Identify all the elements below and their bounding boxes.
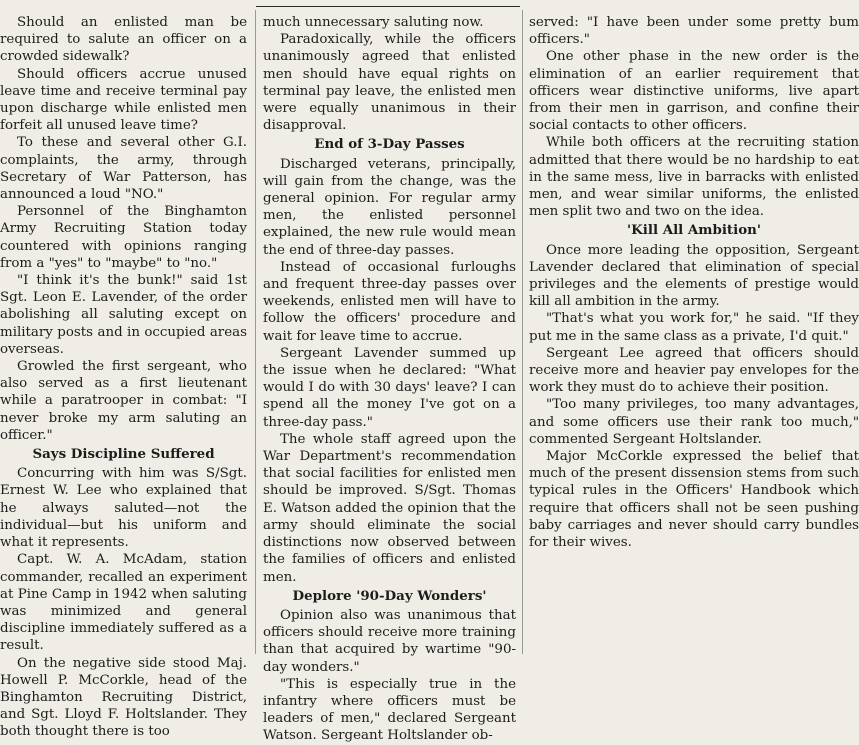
paragraph: Major McCorkle expressed the belief that much of the present dissension stems from such typical rules in the Officers' Handbook which require that officers shall not be seen pushing baby carriages and never should carry bundles for their wives. bbox=[529, 449, 859, 551]
paragraph: Discharged veterans, principally, will gain from the change, was the general opinion. For regular army men, the enlisted personnel explained, the new rule would mean the end of three-day passes. bbox=[263, 156, 516, 258]
paragraph: Concurring with him was S/Sgt. Ernest W. Lee who explained that he always saluted—not the individual—but his uniform and what it represents. bbox=[0, 466, 247, 551]
paragraph: Sergeant Lee agreed that officers should receive more and heavier pay envelopes for the work they must do to achieve their position. bbox=[529, 345, 859, 396]
paragraph: One other phase in the new order is the elimination of an earlier requirement that officers wear distinctive uniforms, live apart from their men in garrison, and confine their social contacts to other officers. bbox=[529, 49, 859, 134]
paragraph: Should officers accrue unused leave time and receive terminal pay upon discharge while enlisted men forfeit all unused leave time? bbox=[0, 66, 247, 134]
subheading: Says Discipline Suffered bbox=[32, 446, 215, 463]
column-divider bbox=[522, 10, 523, 654]
paragraph: much unnecessary saluting now. bbox=[263, 15, 484, 30]
paragraph: On the negative side stood Maj. Howell P. McCorkle, head of the Binghamton Recruiting District, and Sgt. Lloyd F. Holtslander. They both thought there is too bbox=[0, 655, 247, 740]
article-column-1 bbox=[0, 14, 247, 741]
paragraph: Personnel of the Binghamton Army Recruiting Station today countered with opinions ranging from a "yes" to "maybe" to "no." bbox=[0, 204, 247, 271]
top-rule bbox=[256, 6, 520, 7]
paragraph: Capt. W. A. McAdam, station commander, recalled an experiment at Pine Camp in 1942 when saluting was minimized and general discipline immediately suffered as a result. bbox=[0, 552, 247, 654]
paragraph: "This is especially true in the infantry where officers must be leaders of men," declared Sergeant Watson. Sergeant Holtslander ob- bbox=[263, 676, 516, 744]
subheading: End of 3-Day Passes bbox=[314, 136, 465, 153]
paragraph: "I think it's the bunk!" said 1st Sgt. Leon E. Lavender, of the order abolishing all saluting except on military posts and in occupied areas overseas. bbox=[0, 273, 247, 357]
paragraph: To these and several other G.I. complaints, the army, through Secretary of War Patterson, has announced a loud "NO." bbox=[0, 135, 247, 203]
subheading: Deplore '90-Day Wonders' bbox=[292, 587, 487, 604]
subheading: 'Kill All Ambition' bbox=[627, 222, 761, 239]
paragraph: Opinion also was unanimous that officers should receive more training than that acquired by wartime "90-day wonders." bbox=[263, 607, 516, 675]
article-column-3 bbox=[529, 14, 859, 551]
paragraph: served: "I have been under some pretty bum officers." bbox=[529, 15, 859, 48]
column-divider bbox=[255, 10, 256, 654]
paragraph: The whole staff agreed upon the War Department's recommendation that social facilities for enlisted men should be improved. S/Sgt. Thomas E. Watson added the opinion that the army should eliminate the social distinctions now observed between the families of officers and enlisted men. bbox=[263, 431, 516, 585]
paragraph: While both officers at the recruiting station admitted that there would be no hardship to eat in the same mess, live in barracks with enlisted men, and wear similar uniforms, the enlisted men split two and two on the idea. bbox=[529, 135, 859, 220]
paragraph: Should an enlisted man be required to salute an officer on a crowded sidewalk? bbox=[0, 15, 247, 65]
article-column-2 bbox=[263, 14, 516, 745]
paragraph: Instead of occasional furloughs and frequent three-day passes over weekends, enlisted men will have to follow the officers' procedure and wait for leave time to accrue. bbox=[263, 259, 516, 344]
paragraph: "That's what you work for," he said. "If they put me in the same class as a private, I'd quit." bbox=[529, 311, 859, 344]
paragraph: "Too many privileges, too many advantages, and some officers use their rank too much," commented Sergeant Holtslander. bbox=[529, 397, 859, 447]
paragraph: Once more leading the opposition, Sergeant Lavender declared that elimination of special privileges and the elements of prestige would kill all ambition in the army. bbox=[529, 242, 859, 310]
paragraph: Sergeant Lavender summed up the issue when he declared: "What would I do with 30 days' leave? I can spend all the money I've got on a three-day pass." bbox=[263, 345, 516, 430]
paragraph: Paradoxically, while the officers unanimously agreed that enlisted men should have equal rights on terminal pay leave, the enlisted men were equally unanimous in their disapproval. bbox=[263, 32, 516, 134]
paragraph: Growled the first sergeant, who also served as a first lieutenant while a paratrooper in combat: "I never broke my arm saluting an officer." bbox=[0, 359, 247, 443]
